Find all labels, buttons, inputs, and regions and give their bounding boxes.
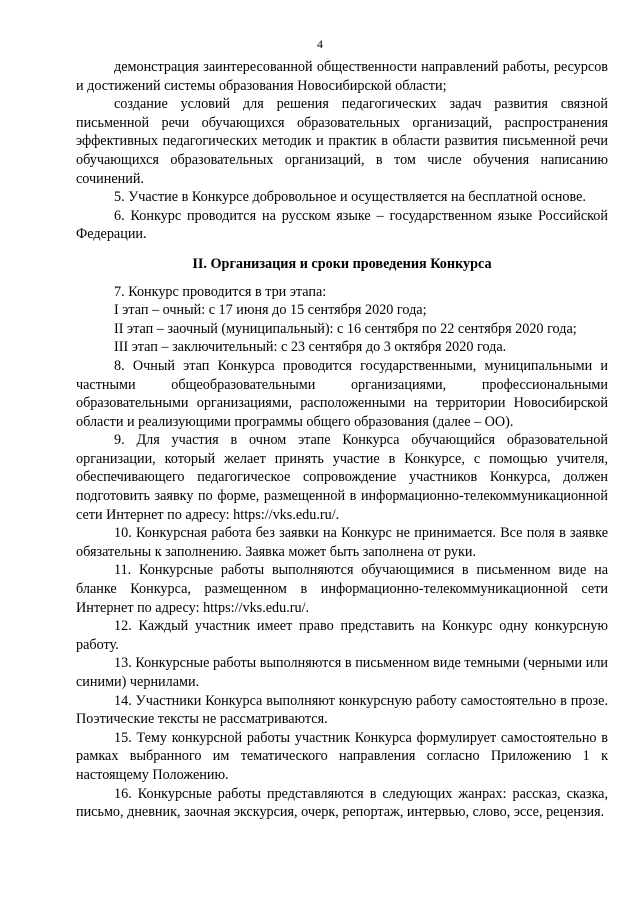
paragraph-item-13: 13. Конкурсные работы выполняются в письменном виде темными (черными или синими) чернилами. <box>76 655 608 690</box>
paragraph-item-8: 8. Очный этап Конкурса проводится государственными, муниципальными и частными общеобразовательными организациями, профессиональными образовательными организациями, расположенными на территории Новосибирской области и реализующими программы общего образования (далее – ОО). <box>76 357 608 430</box>
paragraph-item-15: 15. Тему конкурсной работы участник Конкурса формулирует самостоятельно в рамках выбранного им тематического направления согласно Приложению 1 к настоящему Положению. <box>76 729 608 783</box>
document-body <box>76 58 608 822</box>
paragraph-item-5: 5. Участие в Конкурсе добровольное и осуществляется на бесплатной основе. <box>114 189 586 206</box>
paragraph-item-16: 16. Конкурсные работы представляются в следующих жанрах: рассказ, сказка, письмо, дневник, заочная экскурсия, очерк, репортаж, интервью, слово, эссе, рецензия. <box>76 785 608 821</box>
paragraph-stage-3: III этап – заключительный: с 23 сентября до 3 октября 2020 года. <box>114 339 507 356</box>
paragraph-item-6: 6. Конкурс проводится на русском языке – государственном языке Российской Федерации. <box>76 207 608 243</box>
paragraph-item-10: 10. Конкурсная работа без заявки на Конкурс не принимается. Все поля в заявке обязательны к заполнению. Заявка может быть заполнена от руки. <box>76 525 608 560</box>
paragraph-item-9: 9. Для участия в очном этапе Конкурса обучающийся образовательной организации, который желает принять участие в Конкурсе, с помощью учителя, обеспечивающего педагогическое сопровождение участников Конкурса, должен подготовить заявку по форме, размещенной в информационно-телекоммуникационной сети Интернет по адресу: https://vks.edu.ru/. <box>76 432 608 523</box>
section-heading: II. Организация и сроки проведения Конкурса <box>192 255 492 272</box>
paragraph-item-7: 7. Конкурс проводится в три этапа: <box>114 283 327 300</box>
paragraph-stage-2: II этап – заочный (муниципальный): с 16 сентября по 22 сентября 2020 года; <box>114 320 577 337</box>
paragraph-item-11: 11. Конкурсные работы выполняются обучающимися в письменном виде на бланке Конкурса, размещенном в информационно-телекоммуникационной сети Интернет по адресу: https://vks.edu.ru/. <box>76 562 608 616</box>
paragraph-stage-1: I этап – очный: с 17 июня до 15 сентября 2020 года; <box>114 302 427 319</box>
page-number: 4 <box>317 37 323 51</box>
paragraph-public-demonstration: демонстрация заинтересованной общественности направлений работы, ресурсов и достижений системы образования Новосибирской области; <box>76 59 608 94</box>
paragraph-item-14: 14. Участники Конкурса выполняют конкурсную работу самостоятельно в прозе. Поэтические тексты не рассматриваются. <box>76 692 608 728</box>
paragraph-writing-conditions: создание условий для решения педагогических задач развития связной письменной речи обучающихся образовательных организаций, распространения эффективных педагогических методик и практик в области развития письменной речи обучающихся образовательных организаций, в том числе обучения написанию сочинений. <box>76 96 608 187</box>
paragraph-item-12: 12. Каждый участник имеет право представить на Конкурс одну конкурсную работу. <box>76 618 608 653</box>
